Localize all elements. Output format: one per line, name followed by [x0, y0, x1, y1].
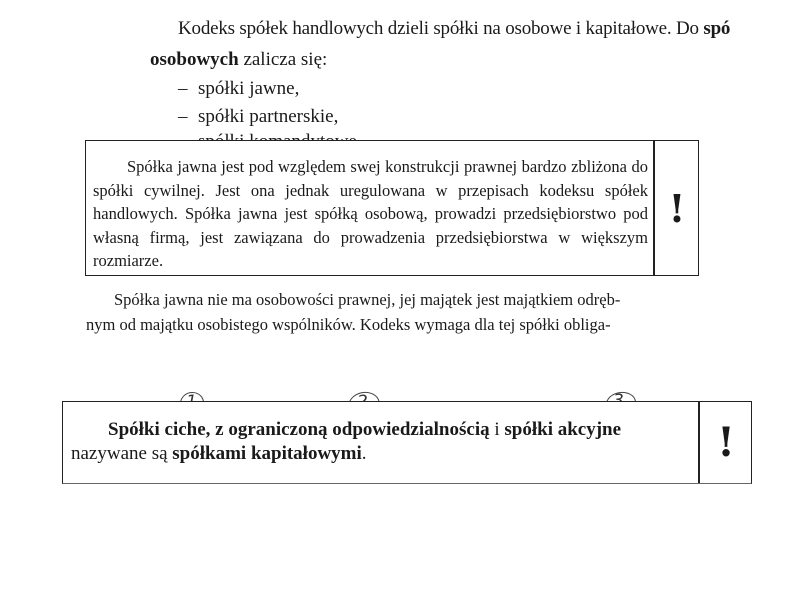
note-box-paragraph: Spółka jawna jest pod względem swej konstrukcji prawnej bardzo zbliżona do spółki cywilnej. Jest ona jednak uregulowana w przepisach kodeksu spółek handlowych. Spółka jawna jest spółką osobową, prowadzi przedsiębiorstwo pod własną firmą, jest zawiązana do prowadzenia przedsiębiorstwa w większym rozmiarze. — [93, 157, 648, 270]
note-box-text-part: . — [361, 443, 367, 464]
note-box-text-part: nazywane są — [71, 443, 173, 464]
paragraph-line: nym od majątku osobistego wspólników. Kodeks wymaga dla tej spółki obliga- — [86, 315, 611, 334]
exclamation-icon: ! — [717, 419, 735, 466]
note-box-bold-text: spółkami kapitałowymi — [172, 443, 362, 464]
list-item-label: spółki partnerskie, — [198, 106, 339, 127]
note-box-divider — [698, 402, 700, 483]
intro-text-1: Kodeks spółek handlowych dzieli spółki na osobowe i kapitałowe. Do — [178, 18, 704, 39]
note-box-bold-text: spółki akcyjne — [504, 419, 622, 440]
list-dash: – — [178, 78, 188, 99]
exclamation-icon: ! — [668, 185, 686, 231]
note-box-definition — [85, 140, 699, 276]
note-box-text — [93, 155, 648, 273]
intro-text-line2 — [150, 49, 327, 71]
paragraph-line: Spółka jawna nie ma osobowości prawnej, jej majątek jest majątkiem odręb- — [114, 290, 621, 309]
intro-text-line1 — [178, 18, 730, 40]
intro-text-bold-2: osobowych — [150, 49, 239, 70]
intro-text-2: zalicza się: — [238, 49, 328, 70]
note-box-text — [71, 418, 691, 466]
list-item — [178, 106, 338, 128]
note-box-divider — [653, 141, 655, 275]
intro-text-bold-1: spó — [703, 18, 731, 39]
list-item-label: spółki jawne, — [198, 78, 300, 99]
list-dash: – — [178, 106, 188, 127]
note-box-text-part: i — [489, 419, 505, 440]
note-box-capital-companies — [62, 401, 752, 484]
list-item — [178, 78, 299, 100]
note-box-bold-text: Spółki ciche, z ograniczoną odpowiedzialnością — [108, 419, 490, 440]
